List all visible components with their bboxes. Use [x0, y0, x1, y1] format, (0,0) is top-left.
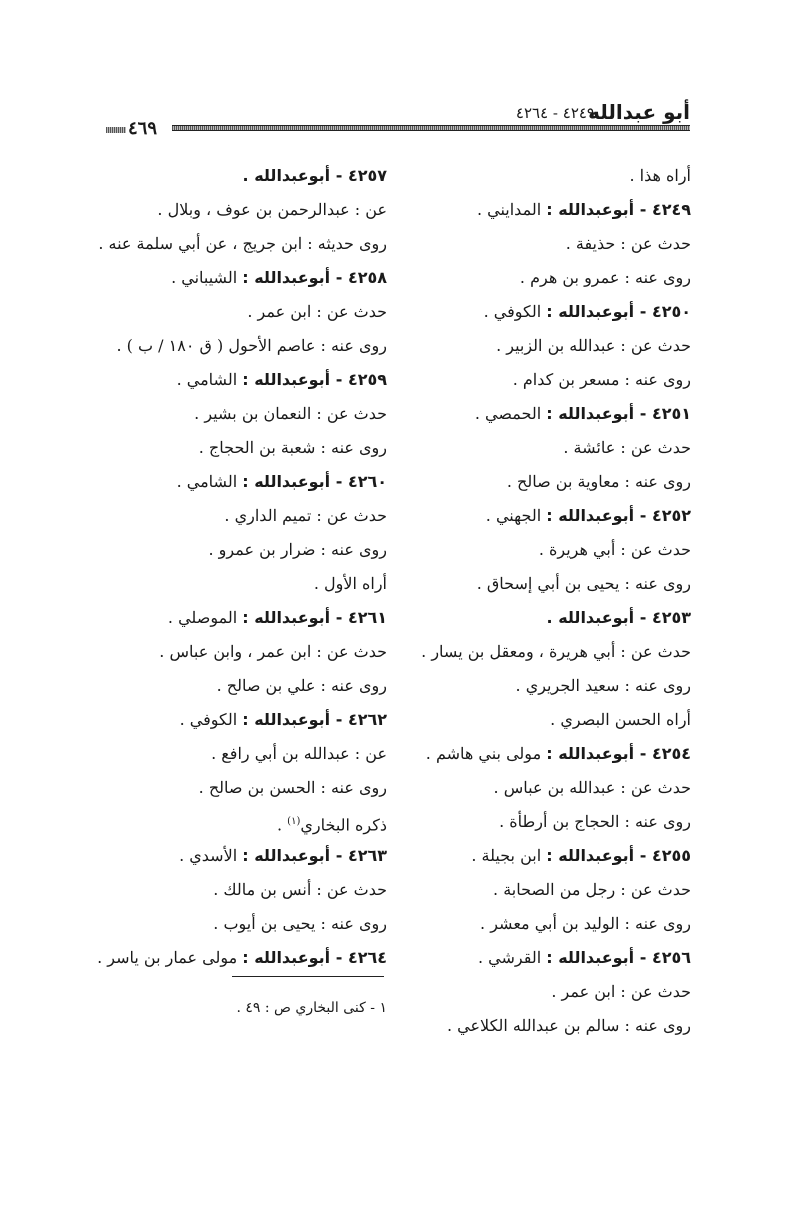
entry-descriptor: الكوفي . [483, 302, 547, 321]
entry-name: أبوعبدالله : [546, 744, 635, 763]
entry-name: أبوعبدالله : [546, 846, 635, 865]
entry-descriptor: الجهني . [485, 506, 547, 525]
entry-name: أبوعبدالله : [546, 506, 635, 525]
entry-line [391, 1016, 691, 1050]
entry-name: أبوعبدالله . [242, 166, 331, 185]
entry-text: حدث عن : تميم الداري . [224, 506, 387, 525]
entry-text: أراه هذا . [629, 166, 691, 185]
left-column [87, 166, 387, 982]
entry-text: روى عنه : الوليد بن أبي معشر . [480, 914, 691, 933]
entry-heading [391, 948, 691, 982]
entry-heading [87, 846, 387, 880]
footnote: ١ - كنى البخاري ص : ٤٩ . [236, 1000, 387, 1016]
entry-line [391, 268, 691, 302]
entry-heading [87, 370, 387, 404]
entry-text: حدث عن : ابن عمر . [551, 982, 691, 1001]
entry-line [87, 540, 387, 574]
entry-number: ٤٢٥٨ - [330, 268, 387, 287]
entry-text: ذكره البخاري [300, 815, 387, 835]
entry-descriptor: الحمصي . [474, 404, 547, 423]
entry-number: ٤٢٥٤ - [634, 744, 691, 763]
entry-line [391, 642, 691, 676]
entry-name: أبوعبدالله . [546, 608, 635, 627]
entry-line [87, 506, 387, 540]
entry-line [391, 166, 691, 200]
entry-line [87, 336, 387, 370]
entry-line [391, 778, 691, 812]
entry-line [87, 812, 387, 846]
entry-text: روى عنه : عاصم الأحول ( ق ١٨٠ / ب ) . [116, 336, 387, 355]
entry-text: روى عنه : يحيى بن أبي إسحاق . [476, 574, 691, 593]
entry-text: عن : عبدالرحمن بن عوف ، وبلال . [157, 200, 387, 219]
entry-text: حدث عن : عبدالله بن الزبير . [496, 336, 691, 355]
entry-number: ٤٢٦٢ - [330, 710, 387, 729]
entry-number: ٤٢٥٥ - [634, 846, 691, 865]
entry-descriptor: الأسدي . [179, 846, 243, 865]
entry-text: روى عنه : شعبة بن الحجاج . [198, 438, 387, 457]
entry-line [391, 472, 691, 506]
entry-line [87, 438, 387, 472]
entry-heading [87, 268, 387, 302]
entry-text: حدث عن : رجل من الصحابة . [493, 880, 691, 899]
page-number: ٤٦٩ [128, 118, 158, 139]
entry-line [87, 574, 387, 608]
entry-descriptor: الشامي . [176, 370, 243, 389]
entry-descriptor: المدايني . [476, 200, 547, 219]
entry-heading [391, 302, 691, 336]
entry-text: عن : عبدالله بن أبي رافع . [211, 744, 387, 763]
entry-name: أبوعبدالله : [242, 710, 331, 729]
entry-line [391, 336, 691, 370]
header-rule [172, 125, 690, 131]
entry-name: أبوعبدالله : [546, 404, 635, 423]
entry-number: ٤٢٥٦ - [634, 948, 691, 967]
entry-name: أبوعبدالله : [546, 200, 635, 219]
running-head-range: ٤٢٤٩ - ٤٢٦٤ [515, 104, 595, 122]
entry-line [391, 812, 691, 846]
right-column [391, 166, 691, 1050]
entry-name: أبوعبدالله : [242, 846, 331, 865]
entry-text: روى حديثه : ابن جريج ، عن أبي سلمة عنه . [98, 234, 387, 253]
entry-heading [391, 846, 691, 880]
entry-heading [391, 608, 691, 642]
entry-text: روى عنه : عمرو بن هرم . [519, 268, 691, 287]
entry-line [391, 438, 691, 472]
entry-text: أراه الأول . [313, 574, 387, 593]
entry-number: ٤٢٦٤ - [330, 948, 387, 967]
entry-descriptor: مولى عمار بن ياسر . [97, 948, 243, 967]
entry-name: أبوعبدالله : [546, 948, 635, 967]
entry-heading [87, 166, 387, 200]
entry-text: روى عنه : علي بن صالح . [216, 676, 387, 695]
entry-line [87, 880, 387, 914]
entry-text: روى عنه : سعيد الجريري . [515, 676, 691, 695]
entry-descriptor: الكوفي . [179, 710, 243, 729]
entry-text: روى عنه : الحجاج بن أرطأة . [499, 812, 691, 831]
entry-number: ٤٢٦٣ - [330, 846, 387, 865]
running-head [115, 100, 690, 124]
footnote-ref: (١) [287, 816, 301, 827]
entry-tail: . [277, 815, 288, 835]
entry-number: ٤٢٥١ - [634, 404, 691, 423]
entry-number: ٤٢٦٠ - [330, 472, 387, 491]
entry-descriptor: الشيباني . [171, 268, 243, 287]
entry-text: روى عنه : مسعر بن كدام . [512, 370, 691, 389]
entry-line [391, 234, 691, 268]
entry-line [87, 744, 387, 778]
entry-number: ٤٢٥٩ - [330, 370, 387, 389]
entry-heading [87, 472, 387, 506]
entry-text: حدث عن : عائشة . [563, 438, 691, 457]
entry-text: حدث عن : النعمان بن بشير . [194, 404, 387, 423]
entry-number: ٤٢٤٩ - [634, 200, 691, 219]
entry-heading [87, 710, 387, 744]
entry-text: روى عنه : الحسن بن صالح . [198, 778, 387, 797]
entry-line [391, 370, 691, 404]
entry-line [391, 914, 691, 948]
entry-name: أبوعبدالله : [546, 302, 635, 321]
running-head-title: أبو عبدالله [588, 100, 690, 124]
entry-descriptor: القرشي . [477, 948, 547, 967]
entry-text: حدث عن : عبدالله بن عباس . [493, 778, 691, 797]
entry-number: ٤٢٥٣ - [634, 608, 691, 627]
entry-line [391, 574, 691, 608]
entry-number: ٤٢٥٠ - [634, 302, 691, 321]
entry-text: حدث عن : أبي هريرة ، ومعقل بن يسار . [421, 642, 691, 661]
entry-number: ٤٢٥٢ - [634, 506, 691, 525]
entry-descriptor: الموصلي . [167, 608, 243, 627]
entry-line [391, 710, 691, 744]
entry-line [87, 234, 387, 268]
entry-number: ٤٢٦١ - [330, 608, 387, 627]
entry-line [87, 642, 387, 676]
entry-line [87, 778, 387, 812]
entry-line [87, 914, 387, 948]
entry-heading [391, 506, 691, 540]
entry-text: أراه الحسن البصري . [550, 710, 691, 729]
entry-descriptor: الشامي . [176, 472, 243, 491]
entry-text: حدث عن : أبي هريرة . [538, 540, 691, 559]
entry-text: حدث عن : حذيفة . [565, 234, 691, 253]
entry-text: روى عنه : يحيى بن أيوب . [213, 914, 387, 933]
footnote-rule [232, 976, 384, 977]
header-rule-end [106, 127, 126, 133]
entry-descriptor: مولى بني هاشم . [425, 744, 547, 763]
entry-name: أبوعبدالله : [242, 370, 331, 389]
entry-heading [391, 404, 691, 438]
entry-line [87, 676, 387, 710]
entry-line [391, 880, 691, 914]
entry-line [391, 676, 691, 710]
entry-line [87, 302, 387, 336]
entry-name: أبوعبدالله : [242, 472, 331, 491]
entry-text: روى عنه : معاوية بن صالح . [506, 472, 691, 491]
entry-heading [87, 608, 387, 642]
entry-text: روى عنه : ضرار بن عمرو . [208, 540, 387, 559]
entry-line [87, 404, 387, 438]
entry-name: أبوعبدالله : [242, 948, 331, 967]
entry-heading [391, 200, 691, 234]
entry-name: أبوعبدالله : [242, 268, 331, 287]
entry-heading [391, 744, 691, 778]
entry-number: ٤٢٥٧ - [330, 166, 387, 185]
entry-line [391, 540, 691, 574]
entry-line [391, 982, 691, 1016]
entry-text: حدث عن : أنس بن مالك . [213, 880, 387, 899]
entry-text: حدث عن : ابن عمر . [247, 302, 387, 321]
entry-text: حدث عن : ابن عمر ، وابن عباس . [159, 642, 387, 661]
entry-name: أبوعبدالله : [242, 608, 331, 627]
entry-line [87, 200, 387, 234]
entry-text: روى عنه : سالم بن عبدالله الكلاعي . [447, 1016, 691, 1035]
entry-descriptor: ابن بجيلة . [471, 846, 547, 865]
